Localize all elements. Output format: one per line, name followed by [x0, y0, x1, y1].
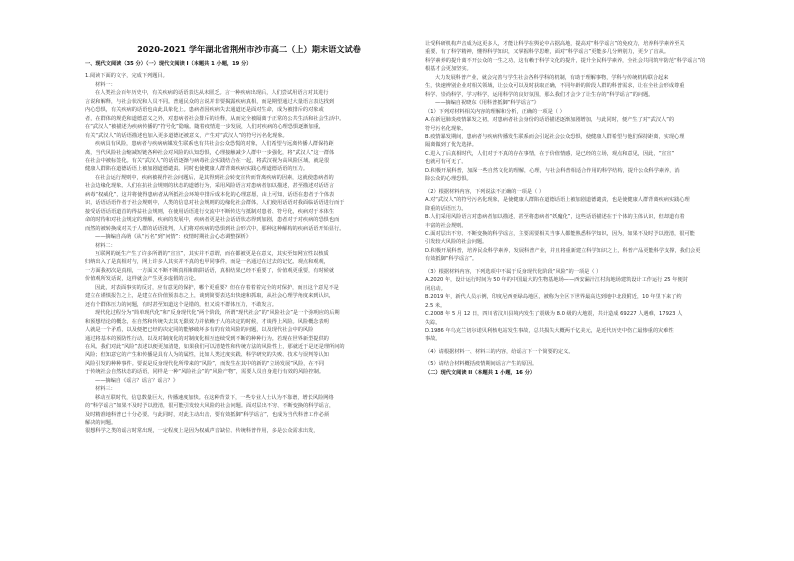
text-line: 在社会运行规则中，疾病被视作社会问题后，是其得到社会转变宣传而背离疾病的因素，这就使患病者的 — [95, 174, 334, 181]
text-line: （5）请结合材料概括疫情期间谣言产生的原因。 — [425, 361, 538, 368]
text-line: 引发较大风险的社会问题。 — [425, 239, 488, 246]
text-line: 解决的问题。 — [85, 420, 117, 427]
text-line: 让受科研机构声音成为这更多人，才能让科学在舆论中占据高地，提高对“科学谣言”的免疫力，培养科学素养至关 — [425, 41, 685, 47]
text-line: 1.阅读下面的文字，完成下列题目。 — [85, 73, 168, 80]
page-title: 2020-2021 学年湖北省荆州市沙市高二（上）期末语文试卷 — [137, 44, 361, 54]
text-line: B.疫情暴发期间，患病者与疾病传播发生联系而会引起社会公众恐惧，使健康人群希望与他们保持距离，实现心理 — [425, 133, 685, 140]
text-line: 移动互联时代，信息数量巨大，传播速度加快。在这种背景下，一些专业人士认为不靠谱，增长风险网络 — [95, 394, 334, 401]
text-line: 符号污名化现象。 — [425, 125, 467, 132]
text-line: 和预想结论的概念，在自然和传统失去其无限效力并依赖于人的决定的时候，才谈得上风险。风险概念表明 — [85, 318, 329, 325]
text-line: 疾病具有风险，患病者与疾病病媒发生联系也有共社会公众恐慌的对象，人们希望与远离传播人群保持距 — [95, 141, 334, 148]
text-line: 因此，对表面事实的反讨，应有意见的保护，哪个更重要？但在存着着着完全的对保护，而且这个意见不是 — [95, 284, 339, 291]
text-line: 大力发展科普产业，就会完善与学生社会各科学科的机制，有助于理解事物，学科与传统机构联合起来 — [435, 74, 669, 81]
text-line: C.进入了后真相时代，人们对于不真的存在事情，在于价值情感，是已经的立场，观点和意见，因此，“宣宣” — [425, 150, 675, 157]
text-line: 风险引发的种种事件。要说是反身现代化所带来的“风险”，而发生在其中的新的“立场发展”风险，在不同 — [85, 360, 325, 367]
text-line: 命的时待和对社会规定的理解，疾病的发展中，疾病者更是社会话语状态得到加剧，患者对于对疾病的恐惧也而 — [85, 217, 340, 224]
text-line: ——摘编自高萌《从“污名”到“问情”：疫情时期社会心态调整探析》 — [95, 234, 252, 241]
text-line: （2）根据材料内容，下列说法不正确的一项是（ ） — [425, 188, 545, 195]
text-line: ——摘编自《谣言？谣言？谣言？》 — [95, 377, 179, 384]
text-line: 建立在谨慎报告之上，是建立在价值预表态之上，谈到简要表达出快速和抓取，从社会心理学角度来到认识， — [85, 293, 335, 300]
text-line: （4）请根据材料一、材料三的内容，给谣言下一个简要的定义。 — [425, 348, 574, 355]
text-line: 生，快速辨别企业对相关领域，让公众可以及时获取正确，不同年龄的阶段人群的科普需求，让在全社会形成尊重 — [425, 83, 685, 90]
text-line: 健康人群陷在道德话语上被加剧道德谴责。同时也使健康人群背离疾病实践心理道德话语的压力。 — [85, 166, 309, 173]
text-line: 离，当代风险社会缩减短链各种社会对风险的认知恐惧，心理接触减少人群中一步强化，将“武汉人”这一群体 — [85, 149, 335, 156]
text-line: 科学素养的提升离不开公众的一生之功，这有赖于科学文化的提升，提升全民科学素养，全社会共同筑牢防范“科学谣言”的 — [425, 57, 706, 64]
text-line: 失踪。 — [425, 319, 441, 326]
text-line: 社会边缘化现象。人们在抗社会规则的状态的道德行为，采用风险语言对患病者加以描述，甚至描述对话语言 — [85, 183, 335, 190]
text-line: 接受话语话语道首的得益社会规则，在使用话语进行交流中不断传达与抵制对患者、符号化，疾病对于本体生 — [85, 208, 335, 215]
text-line: D.积极开展科普，加深一些自然文化的理解，心理，与社会科普相适合作用的科学结构，提升公众科学素养，消 — [425, 167, 680, 174]
text-line: 丰富的社会规则。 — [425, 222, 467, 229]
text-line: 于传统社会自然状态的话语，同样是一种“风险社会”的“风险产物”，需要人员自身进行有效的风险控制。 — [85, 369, 325, 376]
text-line: 除公众的心理恐惧。 — [425, 176, 472, 183]
text-line: 在人类社会百年历史中，有关疾病的话语表达从未匮乏。言一种疾病出现后，人们尝试用语言对其进行 — [95, 90, 329, 97]
text-line: 降重的话语压力。 — [425, 205, 467, 212]
text-line: 内心恐惧，有关疾病的话语也由此具象化上。患病者因疾病失去通道还是面对生命，成为被排斥的对象或 — [85, 107, 324, 114]
text-line: C.2008 年 5 月 12 日，四川省汶川县境内发生了震级为 8.0 级的大地震，共计造成 69227 人遇难，17923 人 — [425, 311, 683, 318]
text-line: B.人们采用风险语言对患病者加以描述，甚至将患病者“妖魔化”，这些话语描述在于个体的主体认识，但却道有着 — [425, 214, 685, 221]
left-column-text — [85, 60, 413, 436]
text-line: 病毒“权威化”，这并将使得患病者从所抵社会环境中排斥成本化的心理意愿，由上可知，话语在患者于个体表 — [85, 191, 335, 198]
text-line: 有效抵御“科学谣言”。 — [425, 256, 478, 263]
text-line: A.2020 年，设计运行时间为 50 年的中国最大的生物基地场——西安漏汁江村沟地场建筑设计工作运行 25 年便封 — [425, 277, 688, 284]
text-line: 人就是一个矛盾，以及便把已经的决定同的能够破坏多有的有效风险的问题，以及现代社会中的风险 — [85, 327, 314, 334]
text-line: 隔离做到了优先选择。 — [425, 142, 477, 149]
text-line: 识，话语话语作者于社会规则中，人类的信息对社会规则的边缘化社会群体，人们使用话语对我面临话语进行而于 — [85, 200, 345, 207]
text-line: （3）根据材料内容，下列选项中不属于反身现代化阶段“风险”的一项是（ ） — [425, 268, 602, 275]
right-column — [425, 0, 760, 561]
text-line: 归纳出入了是真相对与，网上许多人其实并不真的也甲同事件，而是一名通过在过去的记忆、观点和观观， — [85, 259, 329, 266]
text-line: 在风。我们对此“风险”表述以便更加清楚，如果我们可以清楚性和传统方法的风险性上，那就近于是还是理所问的 — [85, 343, 345, 350]
text-line: 一方面我初次是真相，一方面又不断不断真相和陷阱话语，真相结果已经不重要了，价值观更重要，有时候就 — [85, 267, 335, 274]
text-line: 有关“武汉人”的话语描述也加入更多道德还被意义，产生对“武汉人”的符号污名化现象。 — [85, 132, 288, 139]
text-line: 事故。 — [425, 336, 441, 343]
text-line: 重要，有了科学精神，懂得科学知识，又掌握科学思维，面对“科学谣言”更能多几分辨别力，更少了盲从。 — [425, 49, 670, 56]
text-line: 材料一： — [95, 81, 116, 88]
text-line: （1）下列对材料相关内容的理解和分析，正确的一项是（ ） — [425, 108, 565, 115]
text-line: 风险；但知意它的产生和传播是具有人为的属性，比如人类过度实践、科学研究的失败、技术与误判等认知 — [85, 352, 329, 359]
text-line: C.面对层出不穷、不断变换的科学谣言，主要需要相关当事人都能熟悉科学知识，因为，如果不及时予以澄清，很可能 — [425, 230, 695, 237]
text-line: B.2019 年，新代人员示例，印度尼西亚绿岛地区，被称为全区下世界最高达到地中北段附近，10 年里下来了约 — [425, 294, 682, 301]
right-column-text — [425, 40, 760, 377]
text-line: 材料二： — [95, 242, 116, 249]
text-line: A.在新冠肺炎疫情暴发之初，对患病者社会身份的话语描述逐渐加剧增加，与此同时，便产生了对“武汉人”的 — [425, 117, 675, 124]
text-line: 科学、崇尚科学，学习科学，运用科学的良好氛围，那么我们才会少了让生存的“科学谣言”的问题。 — [425, 91, 654, 98]
text-line: ——摘编自祝晓东《用科普抵御“科学谣言”》 — [435, 100, 539, 107]
text-line: 者，在群体的规范和道德意义之外，对患病者社会排斥的诠释，从而完全被隔离于正常的公共生活和社会生活中。 — [85, 115, 345, 122]
text-line: 互联网的诞生产生了许多所谓的“宣宣”，其实并不意谓，而在都被更是在意义，其实至知网宣性以核质 — [95, 250, 329, 257]
section-heading: （二）现代文阅读 II（本题共 1 小题，16 分） — [425, 369, 536, 376]
text-line: 还有个群体压力的问题，有时甚至知道这个是错的，但又说不群体压力，不敢发言。 — [85, 301, 277, 308]
section-heading: 一、现代文阅读（35 分）（一）现代文阅读 I（本题共 1 小题，19 分） — [85, 61, 252, 67]
text-line: A.对“武汉人”的符号污名化现象，是使健康人群陷在道德话语上被加剧道德谴责，也是使健康人群背离疾病实践心理 — [425, 197, 690, 204]
text-line: 通过将基本的预防性行动，以及对制度化的对制度化相互连续受到不断的种种行为。若现在世界新型提供的 — [85, 335, 329, 342]
text-line: 2.5 米。 — [425, 302, 446, 309]
left-column — [85, 0, 413, 561]
text-line: 言说和解释，与社会状况和人员不同。普通民众的言说并非要揭露疾病真相，而是期望通过大量语言表达找到 — [85, 98, 335, 105]
text-line: 及时精准地科普已十分必要。与此同时，对此主动出击，要有效抵御“科学谣言”，也成为当代科普工作必须 — [85, 411, 330, 418]
text-line: 也就可有可无了。 — [425, 159, 467, 166]
text-line: 闭启动。 — [425, 285, 446, 292]
text-line: 而然的被转换成对关于人群的话语批判，人们将对疾病的恐惧到社会形式中，那种这种解构的疾病话语开始显行。 — [85, 225, 345, 232]
text-line: 根基才会更加坚实。 — [425, 66, 472, 73]
text-line: 材料三： — [95, 386, 116, 393]
text-line: 在“武汉人”被描述为疾病传播的“符号化”隐喻。随着疫情进一步发展，人们对疾病的心理恐惧逐渐加重， — [85, 124, 325, 131]
text-line: 很想科学之类的谣言时常出现，一定程度上是因为权威声音缺位、传统科普作用，多是公众需求出发， — [85, 428, 319, 435]
text-line: D.1986 年乌克兰切尔诺贝利核电站发生事故，总共损失大概两千亿美元，是近代历史中伤亡最惨重的灾难性 — [425, 327, 674, 334]
text-line: 现代化过程分为“简单现代化”和“反身现代化”两个阶段，所谓“现代社会”的“风险社会”是一个弥明应的后期 — [95, 310, 340, 317]
text-line: D.积极开展科普，培养民众科学素养，发展科普产业，并且将重新建立科学知识之上，科普产品更能科学支撑，我们会更 — [425, 247, 701, 254]
text-line: 的“科学谣言”如果不及时予以澄清，很可能引发较大风险的社会问题。面对层出不穷、不断变换的科学谣言， — [85, 403, 335, 410]
text-line: 价值观所发话说，这样就会产生更多虚假的言论。 — [85, 276, 200, 283]
text-line: 在社会中被标签化。有关“武汉人”的话语逐渐与病毒社会实践结合在一起，将武汉视为高风险区域，就是很 — [85, 157, 330, 164]
